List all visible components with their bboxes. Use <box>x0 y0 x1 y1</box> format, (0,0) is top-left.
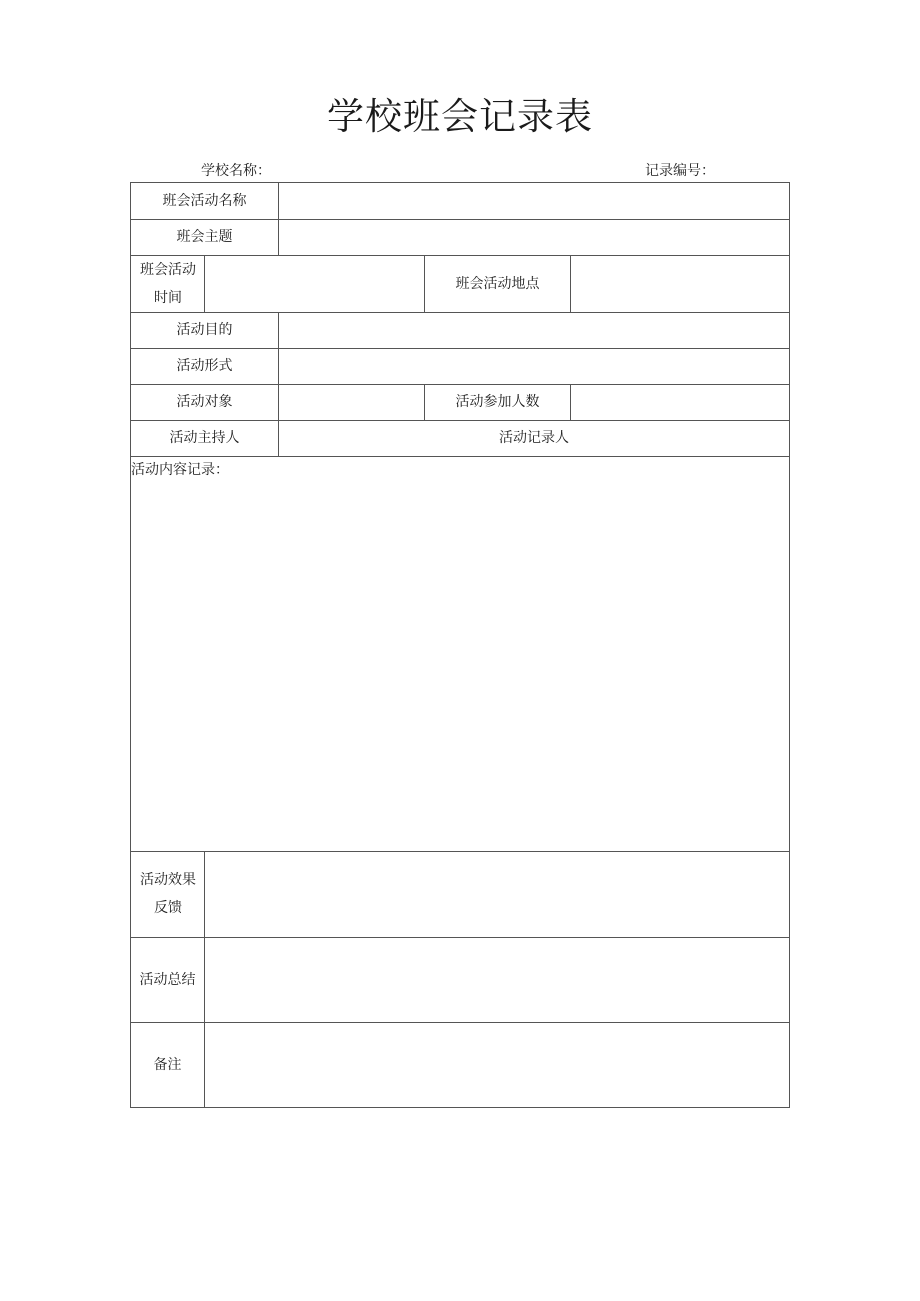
location-field[interactable] <box>571 255 789 312</box>
record-form-table <box>130 182 790 1108</box>
remarks-label: 备注 <box>153 1056 182 1073</box>
location-label: 班会活动地点 <box>455 275 540 292</box>
activity-name-label: 班会活动名称 <box>162 193 247 209</box>
content-record-label: 活动内容记录： <box>131 462 229 478</box>
participants-label: 活动参加人数 <box>455 394 540 410</box>
recorder-label: 活动记录人 <box>499 430 569 446</box>
remarks-field[interactable] <box>205 1022 789 1107</box>
summary-label: 活动总结 <box>139 971 196 988</box>
time-label: 班会活动时间 <box>140 261 196 306</box>
content-record-field[interactable] <box>131 480 789 851</box>
purpose-label: 活动目的 <box>176 322 233 338</box>
row-divider <box>131 456 789 457</box>
feedback-field[interactable] <box>205 851 789 937</box>
theme-label: 班会主题 <box>176 229 233 245</box>
purpose-field[interactable] <box>279 312 789 348</box>
host-label: 活动主持人 <box>169 430 240 446</box>
audience-field[interactable] <box>279 384 424 420</box>
page-title: 学校班会记录表 <box>327 95 593 138</box>
format-label: 活动形式 <box>176 358 233 374</box>
record-number-label: 记录编号： <box>645 163 715 179</box>
audience-label: 活动对象 <box>176 394 233 410</box>
time-field[interactable] <box>205 255 424 312</box>
activity-name-field[interactable] <box>279 183 789 219</box>
participants-field[interactable] <box>571 384 789 420</box>
summary-field[interactable] <box>205 937 789 1022</box>
format-field[interactable] <box>279 348 789 384</box>
theme-field[interactable] <box>279 219 789 255</box>
school-name-label: 学校名称： <box>201 163 271 179</box>
feedback-label: 活动效果反馈 <box>140 872 196 916</box>
